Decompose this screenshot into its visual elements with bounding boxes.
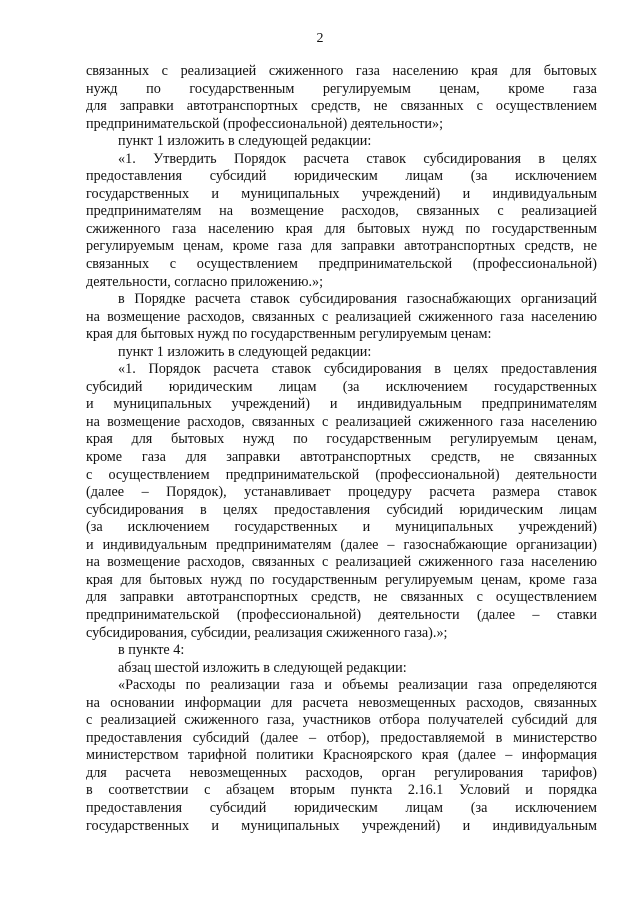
text-line: с реализацией сжиженного газа, участников отбора получателей субсидий для [86, 712, 597, 729]
text-line: на основании информации для расчета невозмещенных расходов, связанных [86, 694, 597, 711]
text-line: субсидирования в целях предоставления субсидий юридическим лицам [86, 501, 597, 518]
text-line: с осуществлением предпринимательской (профессиональной) деятельности [86, 466, 597, 483]
text-line: на возмещение расходов, связанных с реализацией сжиженного газа населению [86, 554, 597, 571]
text-line: края для бытовых нужд по государственным регулируемым ценам, кроме газа [86, 571, 597, 588]
text-line: «1. Утвердить Порядок расчета ставок субсидирования в целях [118, 150, 597, 167]
text-line: для заправки автотранспортных средств, не связанных с осуществлением [86, 98, 597, 115]
text-line: для заправки автотранспортных средств, не связанных с осуществлением [86, 589, 597, 606]
page-number: 2 [316, 31, 324, 46]
text-line: для расчета невозмещенных расходов, орган регулирования тарифов) [86, 764, 597, 781]
text-line: пункт 1 изложить в следующей редакции: [118, 133, 372, 150]
document-body [86, 63, 597, 835]
text-line: в соответствии с абзацем вторым пункта 2.16.1 Условий и порядка [86, 782, 597, 799]
text-line: предпринимателям на возмещение расходов, связанных с реализацией [86, 203, 597, 220]
text-line: края для бытовых нужд по государственным регулируемым ценам: [86, 326, 492, 343]
text-line: предоставления субсидий юридическим лицам (за исключением [86, 799, 597, 816]
text-line: кроме газа для заправки автотранспортных средств, не связанных [86, 449, 597, 466]
text-line: деятельности, согласно приложению.»; [86, 273, 324, 290]
text-line: связанных с осуществлением предпринимательской (профессиональной) [86, 256, 597, 273]
text-line: и индивидуальным предпринимателям (далее – газоснабжающие организации) [86, 536, 597, 553]
text-line: в пункте 4: [118, 642, 185, 659]
text-line: нужд по государственным регулируемым ценам, кроме газа [86, 80, 597, 97]
text-line: субсидирования, субсидии, реализация сжиженного газа).»; [86, 624, 448, 641]
text-line: связанных с реализацией сжиженного газа населению края для бытовых [86, 63, 597, 79]
text-line: края для бытовых нужд по государственным регулируемым ценам, [86, 431, 597, 448]
text-line: (далее – Порядок), устанавливает процедуру расчета размера ставок [86, 484, 597, 501]
text-line: пункт 1 изложить в следующей редакции: [118, 343, 372, 360]
text-line: на возмещение расходов, связанных с реализацией сжиженного газа населению [86, 308, 597, 325]
text-line: «1. Порядок расчета ставок субсидирования в целях предоставления [118, 361, 597, 378]
text-line: предоставления субсидий юридическим лицам (за исключением [86, 168, 597, 185]
text-line: абзац шестой изложить в следующей редакции: [118, 659, 407, 676]
text-line: государственных и муниципальных учреждений) и индивидуальным [86, 817, 597, 834]
text-line: и муниципальных учреждений) и индивидуальным предпринимателям [86, 396, 597, 413]
text-line: государственных и муниципальных учреждений) и индивидуальным [86, 185, 597, 202]
text-line: предоставления субсидий (далее – отбор), предоставляемой в министерство [86, 729, 597, 746]
text-line: субсидий юридическим лицам (за исключением государственных [86, 378, 597, 395]
text-line: предпринимательской (профессиональной) деятельности (далее – ставки [86, 606, 597, 623]
text-line: (за исключением государственных и муниципальных учреждений) [86, 519, 597, 536]
text-line: сжиженного газа населению края для бытовых нужд по государственным [86, 220, 597, 237]
text-line: в Порядке расчета ставок субсидирования газоснабжающих организаций [118, 291, 597, 308]
text-line: предпринимательской (профессиональной) деятельности»; [86, 115, 444, 132]
text-line: министерством тарифной политики Красноярского края (далее – информация [86, 747, 597, 764]
text-line: «Расходы по реализации газа и объемы реализации газа определяются [118, 677, 597, 694]
text-line: на возмещение расходов, связанных с реализацией сжиженного газа населению [86, 413, 597, 430]
text-line: регулируемым ценам, кроме газа для заправки автотранспортных средств, не [86, 238, 597, 255]
